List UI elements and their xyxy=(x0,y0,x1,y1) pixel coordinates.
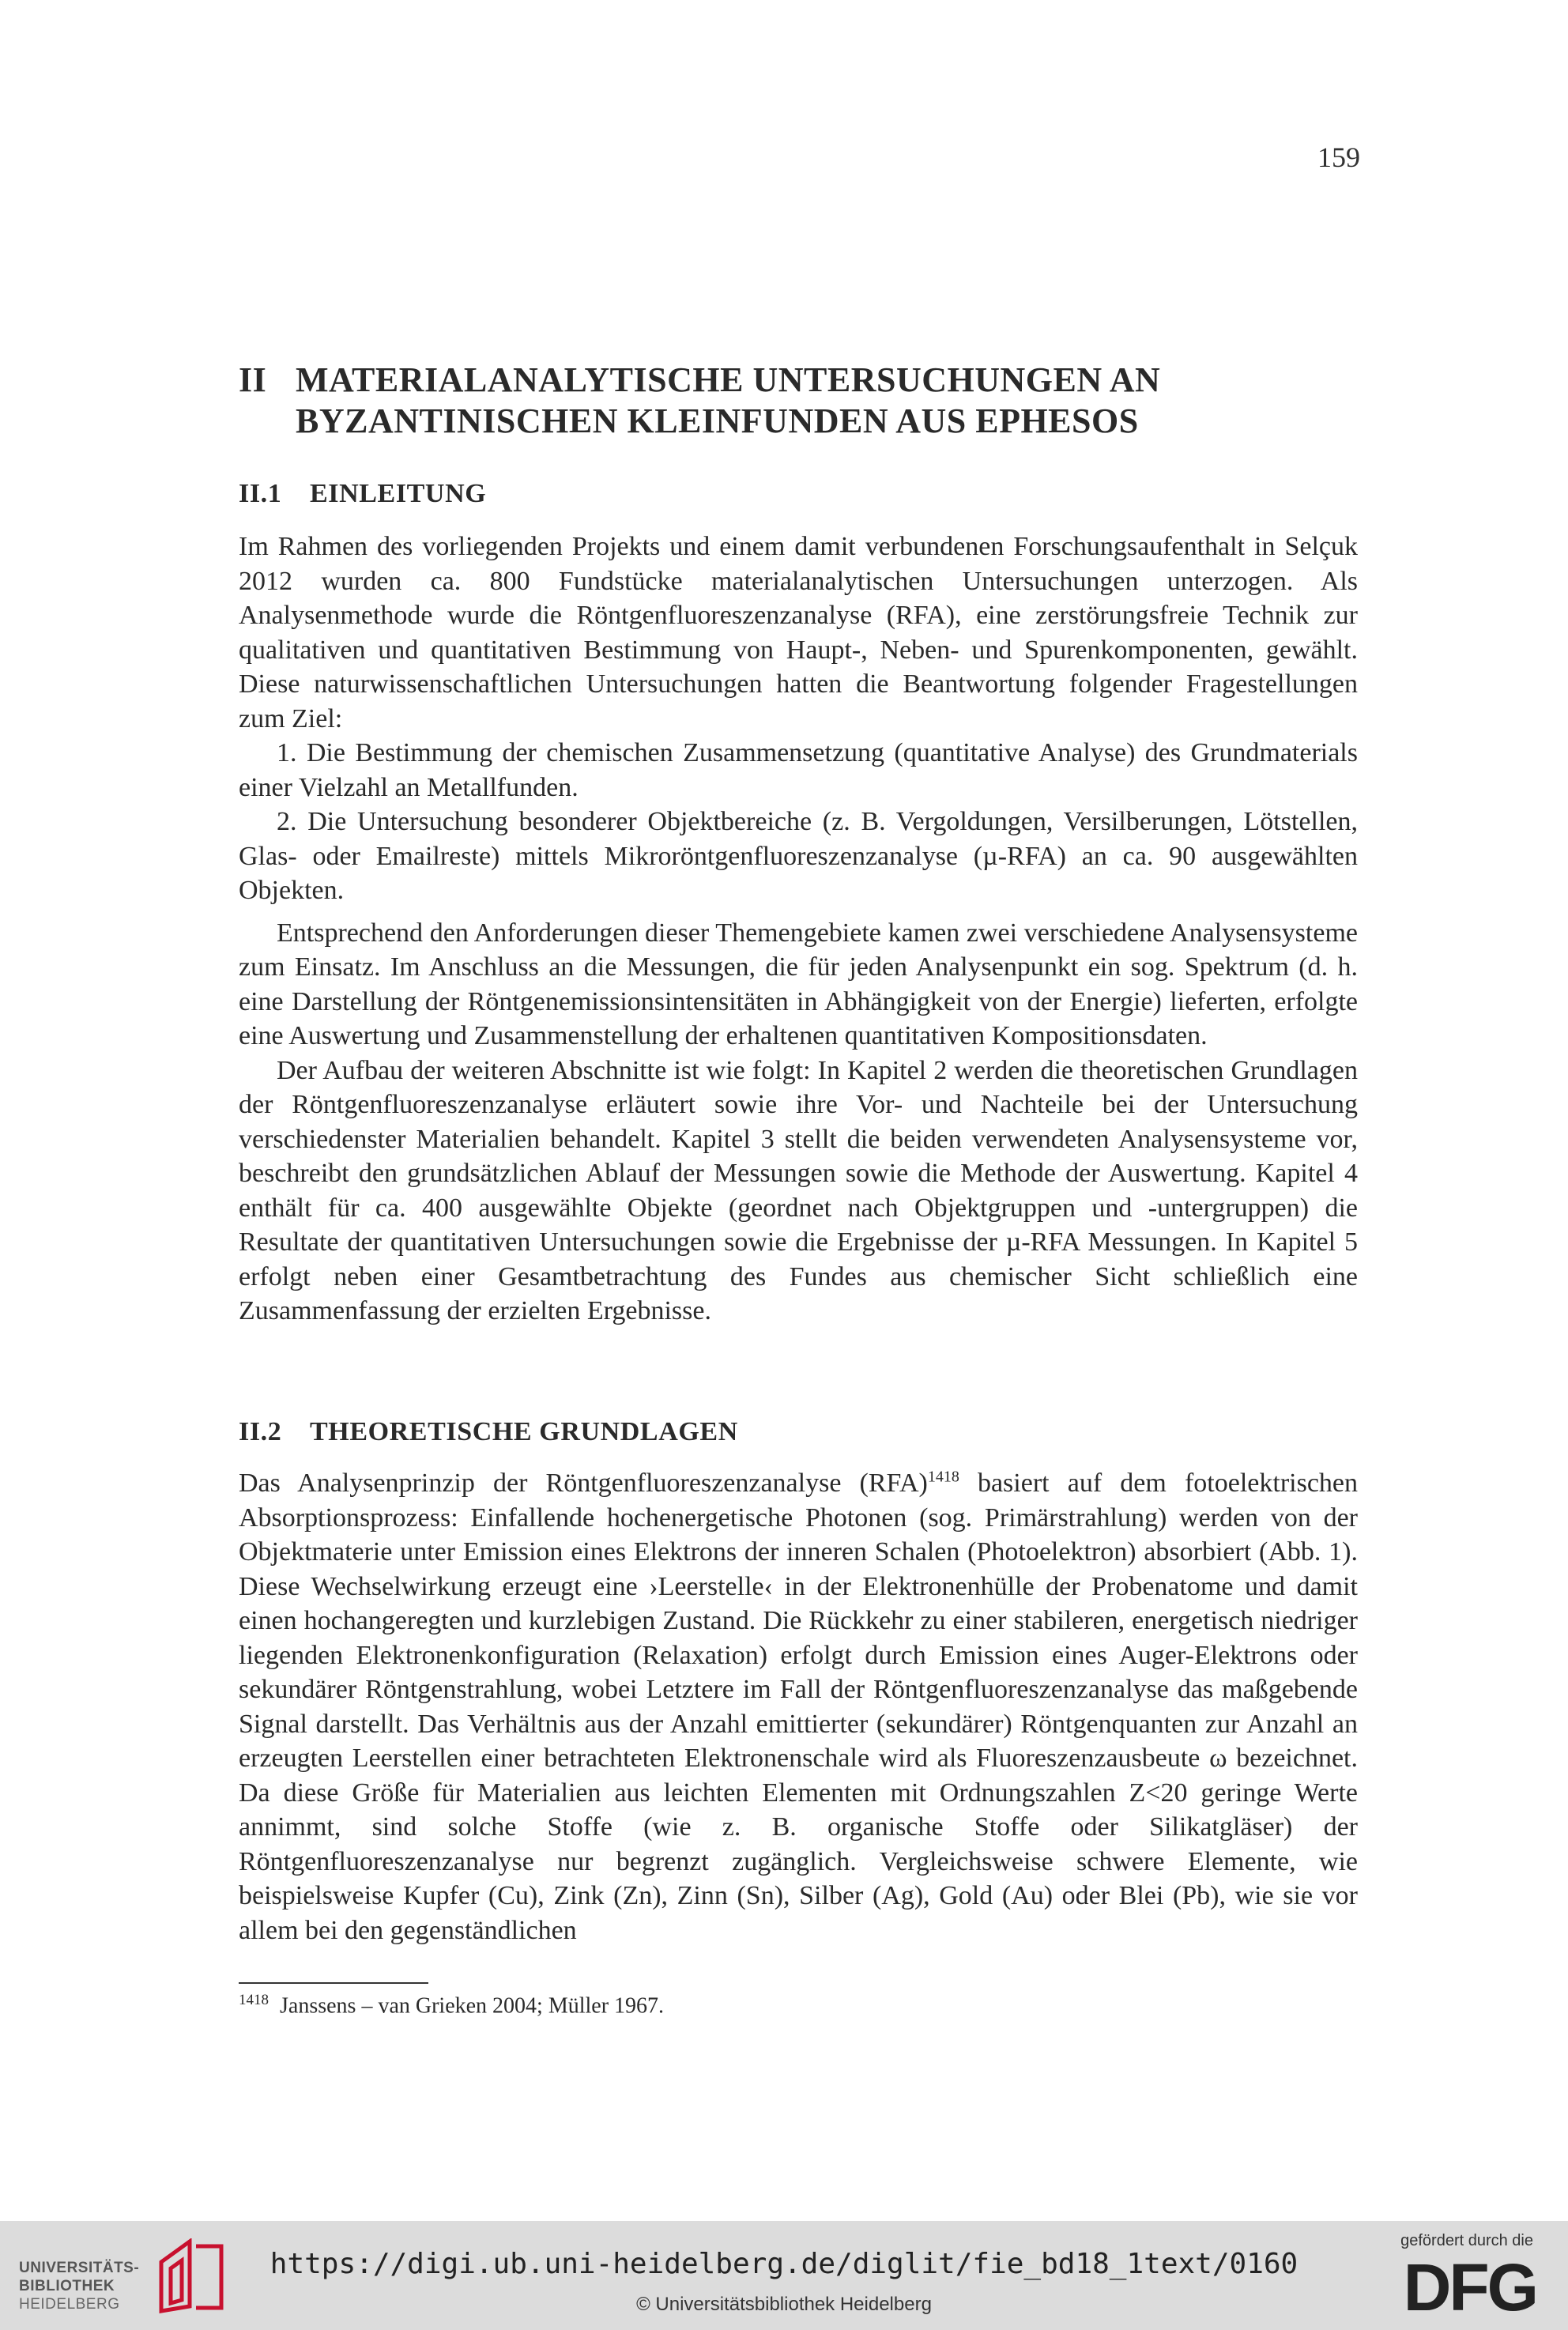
section-heading-1 xyxy=(239,479,486,509)
document-url-link[interactable]: https://digi.ub.uni-heidelberg.de/diglit/fie_bd18_1text/0160 xyxy=(270,2248,1298,2280)
dfg-logo[interactable]: DFG xyxy=(1403,2250,1536,2324)
library-name-line: BIBLIOTHEK xyxy=(19,2278,115,2294)
library-name-line: UNIVERSITÄTS- xyxy=(19,2260,140,2276)
footnote-number: 1418 xyxy=(239,1992,269,2008)
section-number: II.1 xyxy=(239,479,282,508)
section-title: EINLEITUNG xyxy=(310,479,487,508)
page-number: 159 xyxy=(1317,141,1360,173)
body-paragraph: Der Aufbau der weiteren Abschnitte ist wie folgt: In Kapitel 2 werden die theoretischen Grundlagen der Röntgenfluoreszenzanalyse erläutert sowie ihre Vor- und Nachteile bei der Untersuchung verschiedenster Materialien behandelt. Kapitel 3 stellt die beiden verwendeten Analysensysteme vor, beschreibt den grundsätzlichen Ablauf der Messungen sowie die Methode der Auswertung. Kapitel 4 enthält für ca. 400 ausgewählte Objekte (geordnet nach Objektgruppen und -untergruppen) die Resultate der quantitativen Untersuchungen sowie die Ergebnisse der µ-RFA Messungen. In Kapitel 5 erfolgt neben einer Gesamtbetrachtung des Fundes aus chemischer Sicht schließlich eine Zusammenfassung der erzielten Ergebnisse. xyxy=(239,1055,1358,1325)
section-number: II.2 xyxy=(239,1417,282,1446)
footnote-rule xyxy=(239,1982,428,1984)
section-1-body xyxy=(239,530,1358,1329)
library-name-line: HEIDELBERG xyxy=(19,2296,120,2313)
section-heading-2 xyxy=(239,1417,738,1447)
footnote-reference[interactable]: 1418 xyxy=(927,1468,959,1486)
copyright-notice: © Universitätsbibliothek Heidelberg xyxy=(636,2294,932,2315)
list-item: 1. Die Bestimmung der chemischen Zusammensetzung (quantitative Analyse) des Grundmaterials einer Vielzahl an Metallfunden. xyxy=(239,738,1358,802)
library-banner xyxy=(0,2221,1568,2330)
chapter-title-line-1: MATERIALANALYTISCHE UNTERSUCHUNGEN AN xyxy=(296,360,1161,399)
list-item: 2. Die Untersuchung besonderer Objektbereiche (z. B. Vergoldungen, Versilberungen, Lötstellen, Glas- oder Emailreste) mittels Mikroröntgenfluoreszenzanalyse (µ-RFA) an ca. 90 ausgewählten Objekten. xyxy=(239,807,1358,905)
chapter-number: II xyxy=(239,360,267,399)
body-text: Das Analysenprinzip der Röntgenfluoreszenzanalyse (RFA) xyxy=(239,1469,928,1498)
footnote-text: Janssens – van Grieken 2004; Müller 1967. xyxy=(280,1993,665,2019)
footnote xyxy=(239,1992,664,2019)
funding-caption: gefördert durch die xyxy=(1400,2232,1533,2249)
body-text: basiert auf dem fotoelektrischen Absorptionsprozess: Einfallende hochenergetische Photonen (sog. Primärstrahlung) werden von der Objektmaterie unter Emission eines Elektrons der inneren Schalen (Photoelektron) absorbiert (Abb. 1). Diese Wechselwirkung erzeugt eine ›Leerstelle‹ in der Elektronenhülle der Probenatome und damit einen hochangeregten und kurzlebigen Zustand. Die Rückkehr zu einer stabileren, energetisch niedriger liegenden Elektronenkonfiguration (Relaxation) erfolgt durch Emission eines Auger-Elektrons oder sekundärer Röntgenstrahlung, wobei Letztere im Fall der Röntgenfluoreszenzanalyse das maßgebende Signal darstellt. Das Verhältnis aus der Anzahl emittierter (sekundärer) Röntgenquanten zur Anzahl an erzeugten Leerstellen einer betrachteten Elektronenschale wird als Fluoreszenzausbeute ω bezeichnet. Da diese Größe für Materialien aus leichten Elementen mit Ordnungszahlen Z<20 geringe Werte annimmt, sind solche Stoffe (wie z. B. organische Stoffe oder Silikatgläser) der Röntgenfluoreszenzanalyse nur begrenzt zugänglich. Vergleichsweise schwere Elemente, wie beispielsweise Kupfer (Cu), Zink (Zn), Zinn (Sn), Silber (Ag), Gold (Au) oder Blei (Pb), wie sie vor allem bei den gegenständlichen xyxy=(239,1469,1359,1945)
section-2-body xyxy=(239,1466,1358,1947)
body-paragraph: Entsprechend den Anforderungen dieser Themengebiete kamen zwei verschiedene Analysensysteme zum Einsatz. Im Anschluss an die Messungen, die für jeden Analysenpunkt ein sog. Spektrum (d. h. eine Darstellung der Röntgenemissionsintensitäten in Abhängigkeit von der Energie) lieferten, erfolgte eine Auswertung und Zusammenstellung der erhaltenen quantitativen Kompositionsdaten. xyxy=(239,918,1358,1050)
chapter-title-line-2: BYZANTINISCHEN KLEINFUNDEN AUS EPHESOS xyxy=(296,402,1139,440)
section-title: THEORETISCHE GRUNDLAGEN xyxy=(310,1417,738,1446)
body-paragraph xyxy=(239,1466,1358,1947)
intro-paragraph: Im Rahmen des vorliegenden Projekts und einem damit verbundenen Forschungsaufenthalt in Selçuk 2012 wurden ca. 800 Fundstücke materialanalytischen Untersuchungen unterzogen. Als Analysenmethode wurde die Röntgenfluoreszenzanalyse (RFA), eine zerstörungsfreie Technik zur qualitativen und quantitativen Bestimmung von Haupt-, Neben- und Spurenkomponenten, gewählt. Diese naturwissenschaftlichen Untersuchungen hatten die Beantwortung folgender Fragestellungen zum Ziel: xyxy=(239,532,1358,733)
